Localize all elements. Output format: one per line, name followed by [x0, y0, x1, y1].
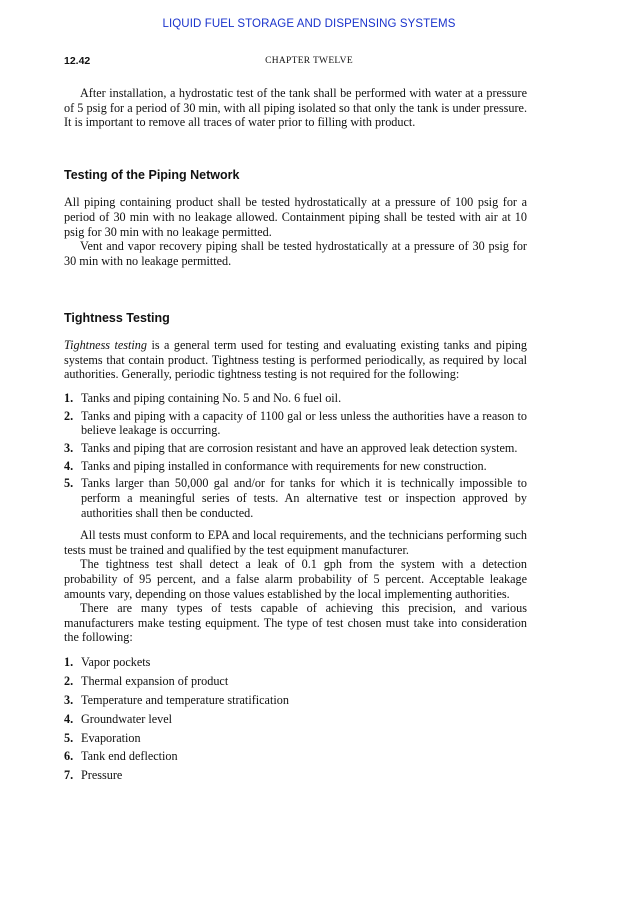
list-item	[64, 441, 527, 456]
consideration-list	[64, 655, 527, 783]
list-item	[64, 674, 527, 689]
list-item-text: Groundwater level	[81, 711, 173, 726]
list-item	[64, 655, 527, 670]
list-item-number: 1.	[64, 654, 74, 669]
list-item	[64, 391, 527, 406]
list-item	[64, 712, 527, 727]
list-item-text: Temperature and temperature stratification	[81, 692, 289, 707]
page-number: 12.42	[64, 55, 91, 67]
list-item-number: 3.	[64, 692, 74, 707]
list-item-number: 4.	[64, 711, 74, 726]
tightness-intro-paragraph	[64, 338, 527, 382]
tightness-paragraph-1: All tests must conform to EPA and local requirements, and the technicians performing such tests must be trained and qualified by the test equipment manufacturer.	[64, 528, 527, 557]
list-item-number: 2.	[64, 673, 74, 688]
tightness-intro-text: is a general term used for testing and evaluating existing tanks and piping systems that contain product. Tightness testing is performed periodically, as required by local authorities. Generally, periodic tightness testing is not required for the following:	[64, 337, 527, 382]
list-item-text: Tanks larger than 50,000 gal and/or for tanks for which it is technically impossible to perform a meaningful series of tests. An alternative test or inspection approved by authorities shall then be conducted.	[81, 476, 527, 520]
list-item-number: 1.	[64, 390, 74, 405]
list-item-number: 3.	[64, 440, 74, 455]
list-item	[64, 459, 527, 474]
list-item-text: Pressure	[81, 768, 123, 783]
list-item-number: 6.	[64, 749, 74, 764]
list-item	[64, 731, 527, 746]
list-item-text: Vapor pockets	[81, 654, 151, 669]
list-item-text: Tanks and piping that are corrosion resistant and have an approved leak detection system.	[81, 440, 518, 455]
running-head: LIQUID FUEL STORAGE AND DISPENSING SYSTEMS	[162, 18, 456, 30]
tightness-paragraph-2: The tightness test shall detect a leak of 0.1 gph from the system with a detection probability of 95 percent, and a false alarm probability of 5 percent. Acceptable leakage amounts vary, depending on those values established by the local implementing authorities.	[64, 557, 527, 601]
list-item-number: 5.	[64, 476, 74, 491]
list-item	[64, 409, 527, 438]
list-item-text: Tanks and piping containing No. 5 and No. 6 fuel oil.	[81, 390, 342, 405]
list-item	[64, 476, 527, 520]
list-item-text: Tank end deflection	[81, 749, 178, 764]
body-content	[64, 86, 527, 787]
list-item-text: Thermal expansion of product	[81, 673, 229, 688]
list-item-number: 5.	[64, 730, 74, 745]
section-heading-tightness: Tightness Testing	[64, 311, 170, 326]
list-item	[64, 693, 527, 708]
list-item-text: Tanks and piping installed in conformance with requirements for new construction.	[81, 458, 487, 473]
piping-paragraph-1: All piping containing product shall be tested hydrostatically at a pressure of 100 psig for a period of 30 min with no leakage allowed. Containment piping shall be tested with air at 10 psig for 30 min with no leakage permitted.	[64, 195, 527, 239]
list-item-text: Evaporation	[81, 730, 141, 745]
tightness-paragraph-3: There are many types of tests capable of achieving this precision, and various manufacturers make testing equipment. The type of test chosen must take into consideration the following:	[64, 601, 527, 645]
list-item-number: 2.	[64, 408, 74, 423]
exemption-list	[64, 391, 527, 521]
list-item	[64, 768, 527, 783]
list-item	[64, 749, 527, 764]
intro-paragraph: After installation, a hydrostatic test of the tank shall be performed with water at a pressure of 5 psig for a period of 30 min, with all piping isolated so that only the tank is under pressure. It is important to remove all traces of water prior to filling with product.	[64, 86, 527, 130]
chapter-title: CHAPTER TWELVE	[265, 56, 353, 66]
list-item-text: Tanks and piping with a capacity of 1100 gal or less unless the authorities have a reason to believe leakage is occurring.	[81, 408, 527, 438]
piping-paragraph-2: Vent and vapor recovery piping shall be tested hydrostatically at a pressure of 30 psig for 30 min with no leakage permitted.	[64, 239, 527, 268]
list-item-number: 7.	[64, 768, 74, 783]
section-heading-piping: Testing of the Piping Network	[64, 167, 240, 182]
list-item-number: 4.	[64, 458, 74, 473]
tightness-term: Tightness testing	[64, 337, 147, 352]
